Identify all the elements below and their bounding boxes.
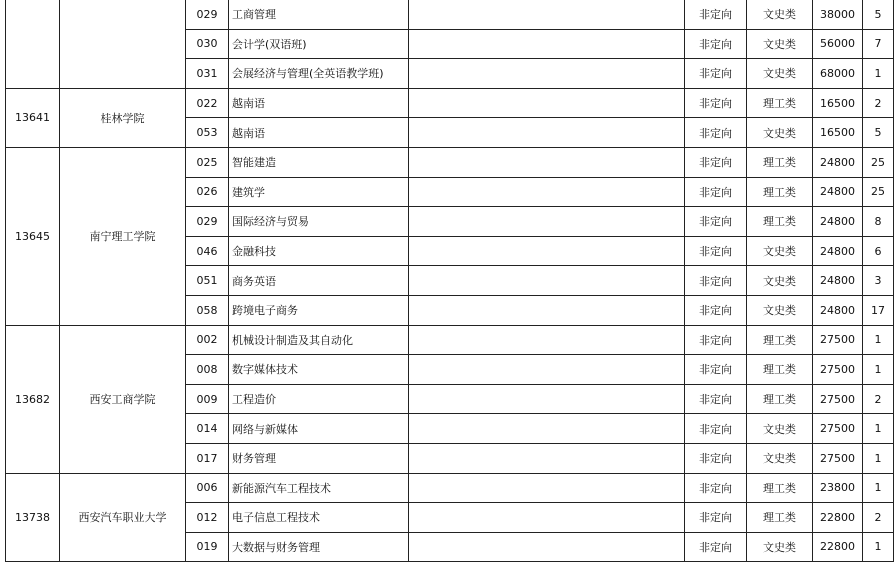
school-code-cell: 13641	[6, 88, 60, 147]
major-name-cell: 大数据与财务管理	[229, 532, 409, 562]
remarks-cell	[409, 532, 685, 562]
quota-cell: 5	[863, 118, 894, 148]
major-name-cell: 智能建造	[229, 147, 409, 177]
major-code-cell: 012	[186, 503, 229, 533]
quota-cell: 7	[863, 29, 894, 59]
quota-cell: 25	[863, 177, 894, 207]
remarks-cell	[409, 29, 685, 59]
tuition-cell: 22800	[813, 503, 863, 533]
major-code-cell: 030	[186, 29, 229, 59]
quota-cell: 1	[863, 414, 894, 444]
tuition-cell: 27500	[813, 355, 863, 385]
major-name-cell: 新能源汽车工程技术	[229, 473, 409, 503]
category-cell: 文史类	[747, 236, 813, 266]
category-cell: 理工类	[747, 147, 813, 177]
tuition-cell: 24800	[813, 147, 863, 177]
tuition-cell: 22800	[813, 532, 863, 562]
quota-cell: 25	[863, 147, 894, 177]
quota-cell: 2	[863, 503, 894, 533]
direction-cell: 非定向	[685, 295, 747, 325]
table-row	[6, 0, 894, 29]
quota-cell: 1	[863, 325, 894, 355]
category-cell: 文史类	[747, 29, 813, 59]
major-name-cell: 会展经济与管理(全英语教学班)	[229, 59, 409, 89]
direction-cell: 非定向	[685, 0, 747, 29]
category-cell: 文史类	[747, 443, 813, 473]
quota-cell: 5	[863, 0, 894, 29]
category-cell: 理工类	[747, 473, 813, 503]
major-name-cell: 国际经济与贸易	[229, 207, 409, 237]
direction-cell: 非定向	[685, 503, 747, 533]
major-code-cell: 014	[186, 414, 229, 444]
quota-cell: 6	[863, 236, 894, 266]
major-code-cell: 008	[186, 355, 229, 385]
category-cell: 理工类	[747, 503, 813, 533]
school-code-cell: 13682	[6, 325, 60, 473]
table-row	[6, 325, 894, 355]
category-cell: 文史类	[747, 0, 813, 29]
direction-cell: 非定向	[685, 325, 747, 355]
direction-cell: 非定向	[685, 355, 747, 385]
direction-cell: 非定向	[685, 414, 747, 444]
major-code-cell: 006	[186, 473, 229, 503]
major-code-cell: 053	[186, 118, 229, 148]
major-name-cell: 财务管理	[229, 443, 409, 473]
table-body	[6, 0, 894, 562]
table-row	[6, 473, 894, 503]
category-cell: 理工类	[747, 325, 813, 355]
school-name-cell	[60, 0, 186, 88]
major-code-cell: 029	[186, 0, 229, 29]
category-cell: 理工类	[747, 88, 813, 118]
tuition-cell: 27500	[813, 384, 863, 414]
direction-cell: 非定向	[685, 266, 747, 296]
tuition-cell: 56000	[813, 29, 863, 59]
remarks-cell	[409, 236, 685, 266]
quota-cell: 8	[863, 207, 894, 237]
category-cell: 文史类	[747, 266, 813, 296]
tuition-cell: 24800	[813, 266, 863, 296]
major-name-cell: 跨境电子商务	[229, 295, 409, 325]
remarks-cell	[409, 473, 685, 503]
remarks-cell	[409, 503, 685, 533]
remarks-cell	[409, 355, 685, 385]
school-code-cell: 13738	[6, 473, 60, 562]
major-code-cell: 026	[186, 177, 229, 207]
school-name-cell: 西安工商学院	[60, 325, 186, 473]
remarks-cell	[409, 266, 685, 296]
remarks-cell	[409, 443, 685, 473]
major-code-cell: 058	[186, 295, 229, 325]
major-name-cell: 工商管理	[229, 0, 409, 29]
direction-cell: 非定向	[685, 177, 747, 207]
tuition-cell: 24800	[813, 236, 863, 266]
tuition-cell: 24800	[813, 207, 863, 237]
major-name-cell: 会计学(双语班)	[229, 29, 409, 59]
quota-cell: 1	[863, 59, 894, 89]
school-name-cell: 桂林学院	[60, 88, 186, 147]
major-code-cell: 022	[186, 88, 229, 118]
direction-cell: 非定向	[685, 118, 747, 148]
category-cell: 理工类	[747, 207, 813, 237]
tuition-cell: 68000	[813, 59, 863, 89]
direction-cell: 非定向	[685, 88, 747, 118]
major-code-cell: 046	[186, 236, 229, 266]
major-code-cell: 019	[186, 532, 229, 562]
tuition-cell: 23800	[813, 473, 863, 503]
major-name-cell: 机械设计制造及其自动化	[229, 325, 409, 355]
major-name-cell: 工程造价	[229, 384, 409, 414]
tuition-cell: 27500	[813, 414, 863, 444]
major-code-cell: 009	[186, 384, 229, 414]
quota-cell: 2	[863, 88, 894, 118]
tuition-cell: 27500	[813, 325, 863, 355]
major-name-cell: 数字媒体技术	[229, 355, 409, 385]
tuition-cell: 27500	[813, 443, 863, 473]
remarks-cell	[409, 118, 685, 148]
category-cell: 文史类	[747, 118, 813, 148]
remarks-cell	[409, 177, 685, 207]
major-code-cell: 031	[186, 59, 229, 89]
quota-cell: 17	[863, 295, 894, 325]
major-name-cell: 电子信息工程技术	[229, 503, 409, 533]
tuition-cell: 16500	[813, 118, 863, 148]
school-name-cell: 南宁理工学院	[60, 147, 186, 325]
remarks-cell	[409, 414, 685, 444]
major-name-cell: 商务英语	[229, 266, 409, 296]
major-code-cell: 017	[186, 443, 229, 473]
school-code-cell: 13645	[6, 147, 60, 325]
tuition-cell: 24800	[813, 177, 863, 207]
quota-cell: 1	[863, 473, 894, 503]
direction-cell: 非定向	[685, 443, 747, 473]
category-cell: 理工类	[747, 355, 813, 385]
remarks-cell	[409, 384, 685, 414]
category-cell: 文史类	[747, 414, 813, 444]
category-cell: 文史类	[747, 532, 813, 562]
major-name-cell: 网络与新媒体	[229, 414, 409, 444]
remarks-cell	[409, 325, 685, 355]
remarks-cell	[409, 295, 685, 325]
school-name-cell: 西安汽车职业大学	[60, 473, 186, 562]
quota-cell: 2	[863, 384, 894, 414]
remarks-cell	[409, 0, 685, 29]
category-cell: 文史类	[747, 59, 813, 89]
direction-cell: 非定向	[685, 384, 747, 414]
tuition-cell: 38000	[813, 0, 863, 29]
remarks-cell	[409, 207, 685, 237]
remarks-cell	[409, 147, 685, 177]
major-code-cell: 051	[186, 266, 229, 296]
direction-cell: 非定向	[685, 147, 747, 177]
school-code-cell	[6, 0, 60, 88]
major-name-cell: 越南语	[229, 118, 409, 148]
category-cell: 文史类	[747, 295, 813, 325]
major-code-cell: 025	[186, 147, 229, 177]
remarks-cell	[409, 88, 685, 118]
major-name-cell: 建筑学	[229, 177, 409, 207]
admission-plan-table	[5, 0, 894, 562]
major-name-cell: 金融科技	[229, 236, 409, 266]
tuition-cell: 24800	[813, 295, 863, 325]
quota-cell: 3	[863, 266, 894, 296]
major-name-cell: 越南语	[229, 88, 409, 118]
category-cell: 理工类	[747, 177, 813, 207]
direction-cell: 非定向	[685, 473, 747, 503]
quota-cell: 1	[863, 443, 894, 473]
table-row	[6, 147, 894, 177]
direction-cell: 非定向	[685, 29, 747, 59]
direction-cell: 非定向	[685, 236, 747, 266]
direction-cell: 非定向	[685, 207, 747, 237]
direction-cell: 非定向	[685, 59, 747, 89]
tuition-cell: 16500	[813, 88, 863, 118]
major-code-cell: 002	[186, 325, 229, 355]
remarks-cell	[409, 59, 685, 89]
table-row	[6, 88, 894, 118]
quota-cell: 1	[863, 355, 894, 385]
direction-cell: 非定向	[685, 532, 747, 562]
major-code-cell: 029	[186, 207, 229, 237]
quota-cell: 1	[863, 532, 894, 562]
category-cell: 理工类	[747, 384, 813, 414]
